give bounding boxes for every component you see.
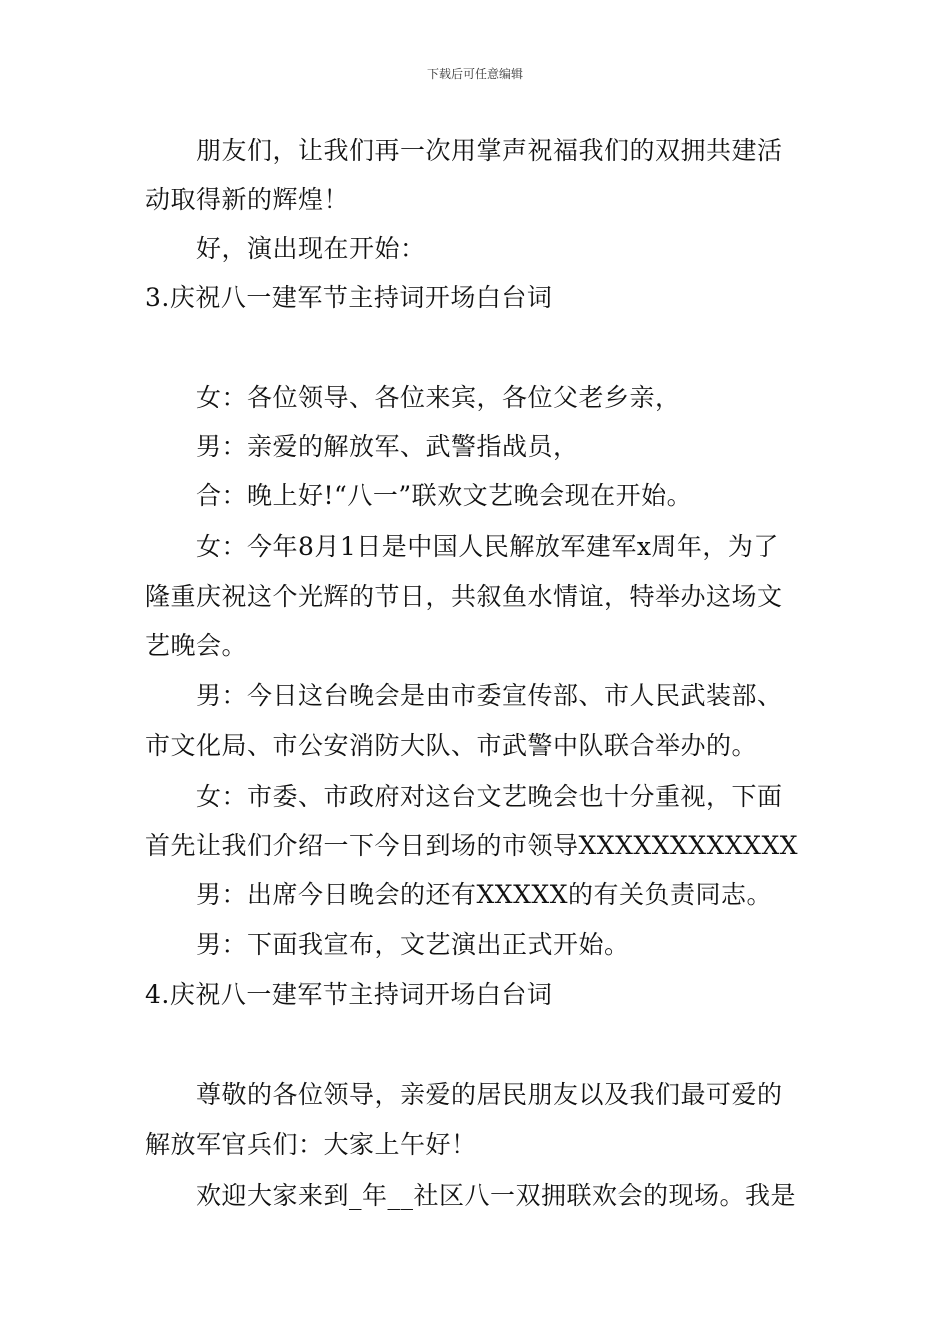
paragraph-line: 女：市委、市政府对这台文艺晚会也十分重视，下面 xyxy=(196,782,783,811)
paragraph-line: 动取得新的辉煌！ xyxy=(145,185,350,214)
paragraph-line: 解放军官兵们：大家上午好！ xyxy=(145,1130,477,1159)
paragraph-line: 欢迎大家来到_年__社区八一双拥联欢会的现场。我是 xyxy=(196,1181,797,1210)
paragraph-line: 尊敬的各位领导，亲爱的居民朋友以及我们最可爱的 xyxy=(196,1080,783,1109)
paragraph-line: 艺晚会。 xyxy=(145,631,248,660)
paragraph-line: 女：今年8月1日是中国人民解放军建军x周年，为了 xyxy=(196,532,779,561)
section-heading: 3.庆祝八一建军节主持词开场白台词 xyxy=(145,283,553,312)
paragraph-line: 首先让我们介绍一下今日到场的市领导XXXXXXXXXXXX xyxy=(145,831,799,860)
paragraph-line: 市文化局、市公安消防大队、市武警中队联合举办的。 xyxy=(145,731,758,760)
paragraph-line: 合：晚上好!“八一”联欢文艺晚会现在开始。 xyxy=(196,481,693,510)
paragraph-line: 男：今日这台晚会是由市委宣传部、市人民武装部、 xyxy=(196,681,783,710)
paragraph-line: 朋友们，让我们再一次用掌声祝福我们的双拥共建活 xyxy=(196,136,783,165)
paragraph-line: 男：下面我宣布，文艺演出正式开始。 xyxy=(196,930,630,959)
section-heading: 4.庆祝八一建军节主持词开场白台词 xyxy=(145,980,553,1009)
paragraph-line: 男：出席今日晚会的还有XXXXX的有关负责同志。 xyxy=(196,880,772,909)
page-header-note: 下载后可任意编辑 xyxy=(426,67,523,81)
paragraph-line: 隆重庆祝这个光辉的节日，共叙鱼水情谊，特举办这场文 xyxy=(145,582,783,611)
paragraph-line: 男：亲爱的解放军、武警指战员， xyxy=(196,432,579,461)
paragraph-line: 好，演出现在开始： xyxy=(196,234,426,263)
paragraph-line: 女：各位领导、各位来宾，各位父老乡亲， xyxy=(196,383,681,412)
